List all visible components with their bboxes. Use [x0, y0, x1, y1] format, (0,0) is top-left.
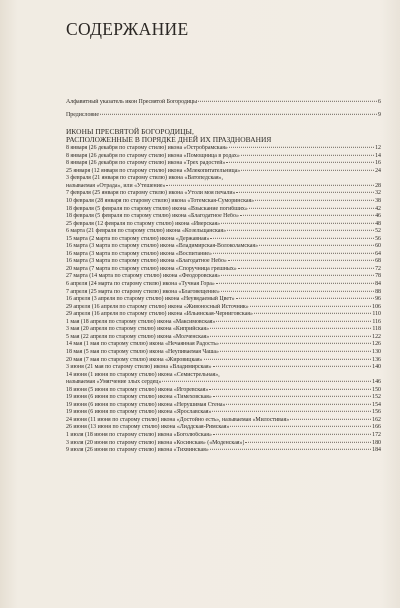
- toc-entry[interactable]: [66, 417, 381, 425]
- feast-entries: [66, 145, 381, 454]
- toc-entry-page-number: 106: [372, 303, 381, 310]
- dot-leader: [221, 290, 374, 291]
- toc-entry[interactable]: [66, 319, 381, 327]
- toc-entry[interactable]: [66, 273, 381, 281]
- toc-entry-page-number: 156: [372, 409, 381, 416]
- toc-entry-page-number: 60: [375, 243, 381, 250]
- toc-entry-title: называемая «Отрада», или «Утешение»: [66, 182, 166, 189]
- section-heading-line2: РАСПОЛОЖЕННЫЕ В ПОРЯДКЕ ДНЕЙ ИХ ПРАЗДНОВАНИЯ: [66, 134, 272, 144]
- toc-entry-page-number: 12: [375, 145, 381, 152]
- toc-entry-page-number: 52: [375, 228, 381, 235]
- toc-entry-title: 10 февраля (28 января по старому стилю) икона «Тотемская-Суморинская»: [66, 198, 255, 205]
- toc-entry-page-number: 126: [372, 341, 381, 348]
- dot-leader: [204, 358, 372, 359]
- toc-entry-title: 18 мая (5 мая по старому стилю) икона «Неупиваемая Чаша»: [66, 348, 219, 355]
- toc-entry-page-number: 48: [375, 220, 381, 227]
- dot-leader: [212, 411, 371, 412]
- dot-leader: [236, 298, 375, 299]
- dot-leader: [210, 328, 371, 329]
- dot-leader: [226, 162, 374, 163]
- dot-leader: [290, 419, 371, 420]
- dot-leader: [220, 351, 371, 352]
- toc-entry-page-number: 152: [372, 394, 381, 401]
- dot-leader: [221, 222, 374, 223]
- toc-entry-title: 8 января (26 декабря по старому стилю) икона «Помощница в родах»: [66, 152, 240, 159]
- dot-leader: [241, 170, 374, 171]
- section-heading-line1: ИКОНЫ ПРЕСВЯТОЙ БОГОРОДИЦЫ,: [66, 126, 194, 136]
- dot-leader: [213, 366, 372, 367]
- dot-leader: [213, 434, 371, 435]
- dot-leader: [249, 207, 374, 208]
- toc-entry-title: 3 июня (21 мая по старому стилю) икона «Владимирская»: [66, 364, 212, 371]
- dot-leader: [229, 147, 374, 148]
- toc-entry-page-number: 122: [372, 333, 381, 340]
- dot-leader: [213, 396, 371, 397]
- toc-entry[interactable]: [66, 341, 381, 349]
- toc-entry-title: 6 апреля (24 марта по старому стилю) икона «Тучная Гора»: [66, 281, 215, 288]
- dot-leader: [216, 283, 374, 284]
- toc-entry[interactable]: [66, 311, 381, 319]
- toc-entry-page-number: 116: [372, 318, 381, 325]
- toc-entry[interactable]: [66, 258, 381, 266]
- toc-entry-page-number: 24: [375, 167, 381, 174]
- toc-entry[interactable]: [66, 221, 381, 229]
- toc-entry-page-number: 32: [375, 190, 381, 197]
- toc-entry-page-number: 56: [375, 235, 381, 242]
- toc-entry[interactable]: [66, 364, 381, 372]
- toc-entry-title: 19 июня (6 июня по старому стилю) икона «Нерушимая Стена»: [66, 401, 226, 408]
- dot-leader: [228, 260, 374, 261]
- toc-entry-page-number: 78: [375, 273, 381, 280]
- toc-entry-first-line: 14 июня (1 июня по старому стилю) икона «Семистрельная»,: [66, 371, 220, 378]
- toc-entry[interactable]: [66, 357, 381, 365]
- toc-entry-page-number: 42: [375, 205, 381, 212]
- toc-entry-title: 25 февраля (12 февраля по старому стилю) икона «Иверская»: [66, 220, 221, 227]
- toc-entry-title: 16 марта (3 марта по старому стилю) икона «Владимирская-Волоколамская»: [66, 243, 259, 250]
- dot-leader: [245, 441, 371, 442]
- toc-entry-title: 16 марта (3 марта по старому стилю) икона «Воспитание»: [66, 250, 212, 257]
- toc-entry-page-number: 172: [372, 431, 381, 438]
- toc-entry-page-number: 166: [372, 424, 381, 431]
- dot-leader: [238, 268, 374, 269]
- toc-entry-title: 26 июня (13 июня по старому стилю) икона «Лиддская-Римская»: [66, 424, 230, 431]
- dot-leader: [210, 238, 374, 239]
- dot-leader: [162, 381, 371, 382]
- toc-entry-title: 7 апреля (25 марта по старому стилю) икона «Благовещение»: [66, 288, 220, 295]
- toc-entry-title: 8 января (26 декабря по старому стилю) икона «Трех радостей»: [66, 160, 226, 167]
- toc-entry-title: 8 января (26 декабря по старому стилю) икона «Остробрамская»: [66, 145, 228, 152]
- toc-entry-page-number: 68: [375, 258, 381, 265]
- dot-leader: [210, 336, 371, 337]
- toc-entry-page-number: 162: [372, 416, 381, 423]
- toc-entry[interactable]: [66, 236, 381, 244]
- toc-entry-page-number: 110: [372, 311, 381, 318]
- toc-entry-page-number: 88: [375, 288, 381, 295]
- toc-entry-page-number: 9: [378, 112, 381, 119]
- toc-entry-title: 18 февраля (5 февраля по старому стилю) икона «Взыскание погибших»: [66, 205, 248, 212]
- dot-leader: [221, 275, 374, 276]
- toc-entry-title: Предисловие: [66, 112, 99, 119]
- toc-list: [66, 99, 381, 455]
- toc-entry[interactable]: [66, 334, 381, 342]
- dot-leader: [100, 114, 377, 115]
- toc-entry-title: 20 марта (7 марта по старому стилю) икона «Споручница грешных»: [66, 265, 237, 272]
- dot-leader: [216, 321, 371, 322]
- toc-entry[interactable]: [66, 387, 381, 395]
- toc-entry[interactable]: [66, 447, 381, 455]
- toc-entry-title: 1 мая (18 апреля по старому стилю) икона «Максимовская»: [66, 318, 216, 325]
- toc-entry-page-number: 16: [375, 160, 381, 167]
- toc-entry[interactable]: [66, 112, 381, 120]
- toc-entry[interactable]: [66, 198, 381, 206]
- toc-entry[interactable]: [66, 424, 381, 432]
- toc-entry-title: 9 июля (26 июня по старому стилю) икона «Тихвинская»: [66, 447, 209, 454]
- toc-entry-page-number: 140: [372, 364, 381, 371]
- toc-entry[interactable]: [66, 243, 381, 251]
- dot-leader: [227, 230, 374, 231]
- toc-entry[interactable]: [66, 349, 381, 357]
- toc-entry[interactable]: [66, 409, 381, 417]
- toc-entry-page-number: 184: [372, 447, 381, 454]
- toc-entry[interactable]: [66, 296, 381, 304]
- dot-leader: [236, 192, 374, 193]
- toc-entry[interactable]: [66, 394, 381, 402]
- toc-entry[interactable]: [66, 251, 381, 259]
- toc-entry-title: 29 апреля (16 апреля по старому стилю) икона «Ильинская-Черниговская»: [66, 311, 253, 318]
- dot-leader: [213, 253, 374, 254]
- toc-entry-page-number: 130: [372, 348, 381, 355]
- toc-entry-title: 6 марта (21 февраля по старому стилю) икона «Козельщанская»: [66, 228, 227, 235]
- toc-entry[interactable]: [66, 228, 381, 236]
- toc-entry-page-number: 6: [378, 99, 381, 105]
- dot-leader: [209, 388, 371, 389]
- dot-leader: [220, 343, 371, 344]
- toc-entry-first-line: 3 февраля (21 января по старому стилю) икона «Ватопедская»,: [66, 175, 223, 182]
- toc-entry[interactable]: [66, 289, 381, 297]
- toc-entry-page-number: 72: [375, 265, 381, 272]
- toc-entry[interactable]: [66, 183, 381, 191]
- dot-leader: [254, 313, 371, 314]
- toc-entry-page-number: 118: [372, 326, 381, 333]
- toc-entry-title: 29 апреля (16 апреля по старому стилю) икона «Живоносный Источник»: [66, 303, 249, 310]
- toc-entry-page-number: 180: [372, 439, 381, 446]
- toc-entry[interactable]: [66, 281, 381, 289]
- dot-leader: [198, 101, 377, 102]
- toc-entry[interactable]: [66, 153, 381, 161]
- toc-entry-title: 20 мая (7 мая по старому стилю) икона «Жировицкая»: [66, 356, 203, 363]
- page-title: СОДЕРЖАНИЕ: [66, 19, 189, 39]
- toc-entry[interactable]: [66, 440, 381, 448]
- intro-entries: [66, 99, 381, 120]
- toc-entry[interactable]: [66, 379, 381, 387]
- toc-entry-title: 18 февраля (5 февраля по старому стилю) икона «Благодатное Небо»: [66, 213, 239, 220]
- section-heading: [66, 128, 381, 145]
- toc-entry-title: 1 июля (18 июня по старому стилю) икона «Боголюбская»: [66, 431, 212, 438]
- toc-entry[interactable]: [66, 190, 381, 198]
- toc-entry-page-number: 64: [375, 250, 381, 257]
- toc-entry[interactable]: [66, 402, 381, 410]
- toc-entry-title: 3 мая (20 апреля по старому стилю) икона «Киприйская»: [66, 326, 210, 333]
- dot-leader: [230, 426, 371, 427]
- toc-entry-page-number: 154: [372, 401, 381, 408]
- dot-leader: [259, 245, 374, 246]
- toc-entry-page-number: 136: [372, 356, 381, 363]
- toc-entry-title: 16 апреля (3 апреля по старому стилю) икона «Неувядаемый Цвет»: [66, 296, 235, 303]
- toc-entry-title: 19 июня (6 июня по старому стилю) икона «Тимеховская»: [66, 394, 212, 401]
- toc-entry-title: 19 июня (6 июня по старому стилю) икона «Ярославская»: [66, 409, 212, 416]
- toc-entry-title: 27 марта (14 марта по старому стилю) икона «Феодоровская»: [66, 273, 221, 280]
- toc-entry-title: 16 марта (3 марта по старому стилю) икона «Благодатное Небо»: [66, 258, 227, 265]
- toc-entry[interactable]: [66, 160, 381, 168]
- toc-entry-page-number: 28: [375, 182, 381, 189]
- toc-entry-title: 25 января (12 января по старому стилю) икона «Млекопитательница»: [66, 167, 241, 174]
- dot-leader: [241, 155, 374, 156]
- toc-entry-title: Алфавитный указатель икон Пресвятой Богородицы: [66, 99, 198, 105]
- dot-leader: [210, 449, 371, 450]
- toc-entry[interactable]: [66, 432, 381, 440]
- toc-entry[interactable]: [66, 145, 381, 153]
- toc-entry-title: 15 марта (2 марта по старому стилю) икона «Державная»: [66, 235, 210, 242]
- toc-entry-page-number: 14: [375, 152, 381, 159]
- toc-entry-page-number: 96: [375, 296, 381, 303]
- toc-entry-title: 3 июля (20 июня по старому стилю) икона «Косинская» («Моденская»): [66, 439, 245, 446]
- toc-entry-page-number: 146: [372, 379, 381, 386]
- toc-entry-page-number: 150: [372, 386, 381, 393]
- toc-entry-title: 14 мая (1 мая по старому стилю) икона «Нечаянная Радость»: [66, 341, 219, 348]
- toc-entry[interactable]: [66, 326, 381, 334]
- dot-leader: [250, 305, 371, 306]
- toc-entry[interactable]: [66, 266, 381, 274]
- dot-leader: [255, 200, 374, 201]
- toc-entry-title: 5 мая (22 апреля по старому стилю) икона «Молченская»: [66, 333, 210, 340]
- toc-entry-page-number: 84: [375, 281, 381, 288]
- toc-entry[interactable]: [66, 213, 381, 221]
- toc-entry-page-number: 46: [375, 213, 381, 220]
- dot-leader: [240, 215, 374, 216]
- toc-entry-page-number: 38: [375, 198, 381, 205]
- toc-entry[interactable]: [66, 206, 381, 214]
- toc-entry[interactable]: [66, 99, 381, 107]
- toc-entry-title: 24 июня (11 июня по старому стилю) икона «Достойно есть», называемая «Милостивая»: [66, 416, 290, 423]
- dot-leader: [226, 404, 371, 405]
- toc-entry-title: 18 июня (5 июня по старому стилю) икона «Игоревская»: [66, 386, 209, 393]
- toc-entry[interactable]: [66, 304, 381, 312]
- dot-leader: [166, 185, 374, 186]
- toc-entry-title: называемая «Умягчение злых сердец»: [66, 379, 162, 386]
- toc-entry-title: 7 февраля (25 января по старому стилю) икона «Утоли моя печали»: [66, 190, 236, 197]
